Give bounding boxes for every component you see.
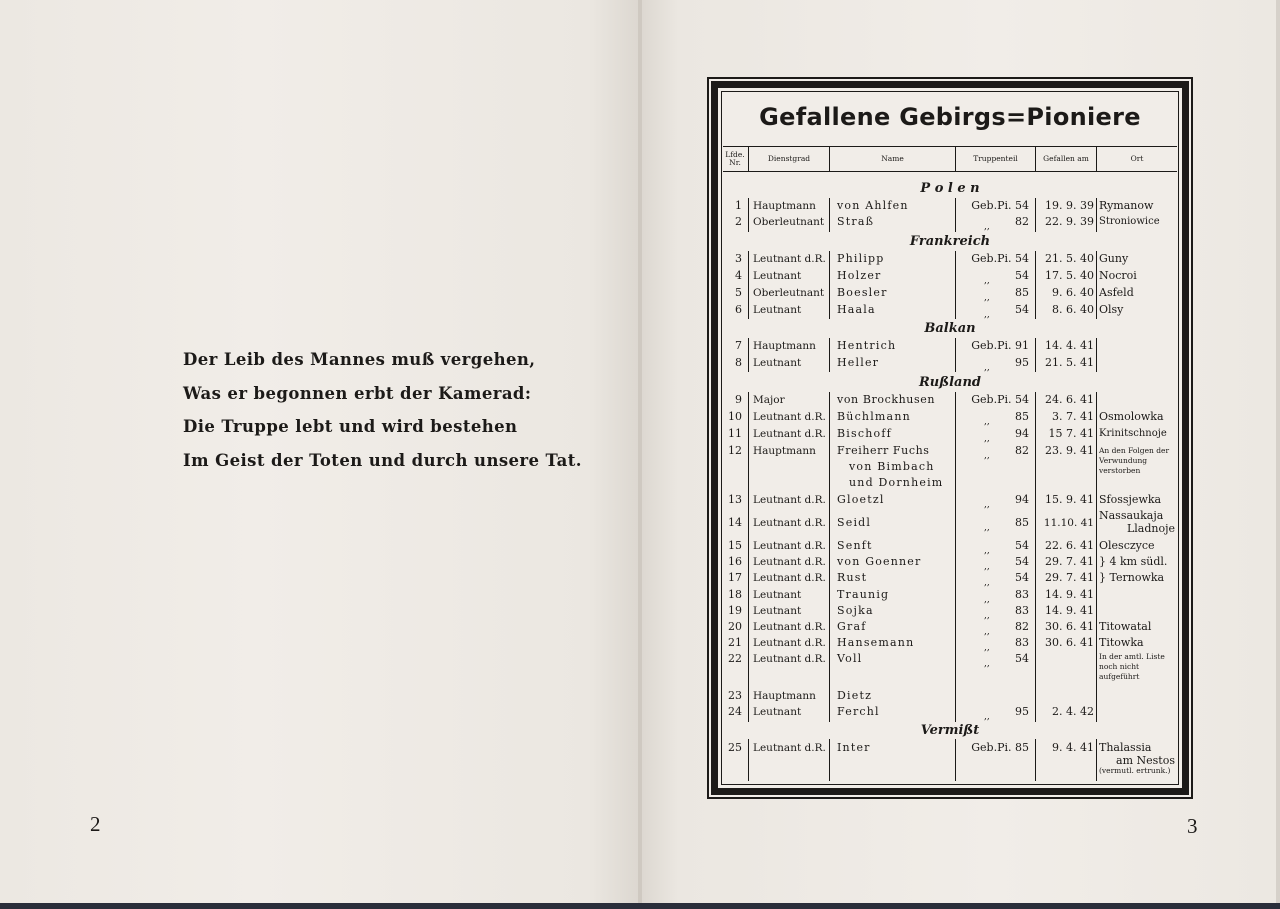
cell-place: Krinitschnoje [1099,428,1167,439]
cell-unit: 85 [1015,516,1029,529]
cell-date: 9. 4. 41 [1052,741,1094,754]
cell-unit: 54 [1015,269,1029,282]
column-divider [748,392,749,722]
cell-unit: 94 [1015,427,1029,440]
cell-unit: 83 [1015,636,1029,649]
cell-rank: Leutnant [753,357,802,369]
cell-name: Rust [837,571,868,584]
cell-rank: Leutnant d.R. [753,637,826,649]
header-nr: Lfde. Nr. [725,150,745,167]
column-divider [1035,739,1036,781]
cell-date: 17. 5. 40 [1045,269,1094,282]
cell-name: Inter [837,741,871,754]
cell-rank: Leutnant d.R. [753,540,826,552]
cell-place: Titowatal [1099,620,1152,633]
cell-name: Heller [837,356,880,369]
column-divider [1035,198,1036,232]
cell-date: 9. 6. 40 [1052,286,1094,299]
cell-name: Holzer [837,269,882,282]
cell-nr: 15 [728,539,742,552]
ditto-mark: ,, [984,451,990,461]
cell-place-note: (vermutl. ertrunk.) [1099,766,1171,775]
poem-line: Im Geist der Toten und durch unsere Tat. [183,450,582,470]
ditto-mark: ,, [984,523,990,533]
column-divider [829,392,830,722]
cell-place-note: In der amtl. Liste noch nicht aufgeführt [1099,652,1165,681]
column-divider [955,739,956,781]
cell-date: 21. 5. 40 [1045,252,1094,265]
cell-name: Traunig [837,588,890,601]
cell-date: 22. 9. 39 [1045,215,1094,228]
cell-name: Haala [837,303,876,316]
cell-rank: Leutnant d.R. [753,621,826,633]
cell-name: von Goenner [837,555,922,568]
ditto-mark: ,, [984,659,990,669]
cell-unit: Geb.Pi. 91 [971,339,1029,352]
cell-date: 11.10. 41 [1043,517,1094,529]
cell-name: Senft [837,539,873,552]
cell-nr: 22 [728,652,742,665]
column-divider [1035,147,1036,171]
cell-date: 22. 6. 41 [1045,539,1094,552]
cell-nr: 9 [735,393,742,406]
column-divider [1035,338,1036,372]
section-heading-vermisst: Vermißt [920,723,980,738]
cell-unit: 85 [1015,286,1029,299]
cell-place: Guny [1099,252,1129,265]
cell-rank: Major [753,394,785,406]
ditto-mark: ,, [984,627,990,637]
cell-nr: 10 [728,410,742,423]
cell-unit: 94 [1015,493,1029,506]
cell-date: 19. 9. 39 [1045,199,1094,212]
column-divider [955,198,956,232]
cell-date: 15 7. 41 [1048,427,1094,440]
cell-unit: Geb.Pi. 85 [971,741,1029,754]
cell-rank: Leutnant [753,605,802,617]
cell-unit: 54 [1015,652,1029,665]
cell-name: Freiherr Fuchs [837,444,930,457]
column-divider [748,739,749,781]
cell-rank: Oberleutnant [753,287,825,299]
cell-unit: Geb.Pi. 54 [971,199,1029,212]
table-title: Gefallene Gebirgs=Pioniere [759,103,1141,131]
section-heading-polen: P o l e n [920,181,980,196]
poem-line: Der Leib des Mannes muß vergehen, [183,350,536,369]
cell-place: Nocroi [1099,269,1137,282]
cell-nr: 1 [735,199,742,212]
cell-name: Graf [837,620,867,633]
cell-place: Thalassia [1099,741,1152,754]
cell-date: 15. 9. 41 [1045,493,1094,506]
cell-name: Sojka [837,604,874,617]
cell-name: Hansemann [837,636,915,649]
cell-nr: 12 [728,444,742,457]
ditto-mark: ,, [984,293,990,303]
cell-nr: 21 [728,636,742,649]
column-divider [748,147,749,171]
cell-name: Gloetzl [837,493,885,506]
cell-place: Nassaukaja [1099,509,1164,522]
ditto-mark: ,, [984,546,990,556]
cell-rank: Hauptmann [753,340,816,352]
ditto-mark: ,, [984,363,990,373]
cell-rank: Leutnant d.R. [753,411,826,423]
column-divider [829,198,830,232]
cell-nr: 24 [728,705,742,718]
cell-name: Boesler [837,286,888,299]
cell-unit: 83 [1015,604,1029,617]
cell-date: 21. 5. 41 [1045,356,1094,369]
page-edge [1276,0,1280,909]
cell-nr: 20 [728,620,742,633]
book-gutter [638,0,642,909]
cell-date: 8. 6. 40 [1052,303,1094,316]
cell-unit: Geb.Pi. 54 [971,252,1029,265]
cell-date: 30. 6. 41 [1045,636,1094,649]
cell-rank: Leutnant [753,589,802,601]
cell-nr: 7 [735,339,742,352]
cell-date: 24. 6. 41 [1045,393,1094,406]
cell-date: 3. 7. 41 [1052,410,1094,423]
header-unit: Truppenteil [973,154,1018,163]
cell-name-line2: von Bimbach [849,460,935,473]
section-heading-frankreich: Frankreich [909,234,991,249]
cell-unit: 82 [1015,620,1029,633]
cell-unit: 54 [1015,571,1029,584]
ditto-mark: ,, [984,643,990,653]
cell-place: Olesczyce [1099,539,1155,552]
title-divider [723,146,1177,147]
cell-place-line2: Lladnoje [1126,522,1175,535]
column-divider [1096,739,1097,781]
column-divider [1096,147,1097,171]
cell-place: Osmolowka [1099,410,1164,423]
column-divider [1096,251,1097,319]
cell-date: 14. 4. 41 [1045,339,1094,352]
ditto-mark: ,, [984,611,990,621]
cell-place: } Ternowka [1099,571,1165,584]
cell-name: Straß [837,215,875,228]
cell-date: 23. 9. 41 [1045,444,1094,457]
cell-date: 29. 7. 41 [1045,555,1094,568]
cell-date: 30. 6. 41 [1045,620,1094,633]
cell-rank: Leutnant [753,706,802,718]
cell-name-line3: und Dornheim [849,476,944,489]
cell-place: Sfossjewka [1099,493,1162,506]
cell-nr: 14 [728,516,742,529]
cell-place: Titowka [1099,636,1144,649]
poem-line: Was er begonnen erbt der Kamerad: [183,383,532,403]
cell-rank: Leutnant d.R. [753,653,826,665]
cell-date: 29. 7. 41 [1045,571,1094,584]
ditto-mark: ,, [984,578,990,588]
ditto-mark: ,, [984,310,990,320]
poem-line: Die Truppe lebt und wird bestehen [183,417,518,436]
cell-name: Dietz [837,689,873,702]
cell-place: } 4 km südl. [1099,555,1168,568]
column-divider [955,147,956,171]
ditto-mark: ,, [984,417,990,427]
table-surface [0,903,1280,909]
cell-unit: 54 [1015,539,1029,552]
cell-date: 14. 9. 41 [1045,588,1094,601]
cell-unit: 82 [1015,215,1029,228]
poem [183,343,603,477]
ditto-mark: ,, [984,276,990,286]
page-number-left: 2 [90,812,101,836]
cell-name: Ferchl [837,705,880,718]
cell-nr: 16 [728,555,742,568]
cell-unit: 83 [1015,588,1029,601]
cell-rank: Hauptmann [753,200,816,212]
header-place: Ort [1130,154,1144,163]
column-divider [955,251,956,319]
column-divider [1035,251,1036,319]
cell-name: Voll [837,652,863,665]
cell-name: Büchlmann [837,410,911,423]
cell-date: 14. 9. 41 [1045,604,1094,617]
cell-unit: 95 [1015,356,1029,369]
section-heading-russland: Rußland [918,375,982,390]
cell-place: Stroniowice [1099,216,1160,227]
column-divider [829,147,830,171]
cell-place: Asfeld [1099,286,1134,299]
cell-rank: Hauptmann [753,690,816,702]
ditto-mark: ,, [984,222,990,232]
column-divider [1096,198,1097,232]
cell-unit: 95 [1015,705,1029,718]
ditto-mark: ,, [984,500,990,510]
header-name: Name [881,154,904,163]
column-divider [748,251,749,319]
cell-name: Seidl [837,516,872,529]
cell-name: Philipp [837,252,885,265]
column-divider [748,198,749,232]
cell-rank: Hauptmann [753,445,816,457]
ditto-mark: ,, [984,434,990,444]
cell-date: 2. 4. 42 [1052,705,1094,718]
cell-nr: 19 [728,604,742,617]
cell-unit: 82 [1015,444,1029,457]
cell-nr: 8 [735,356,742,369]
section-heading-balkan: Balkan [924,321,976,336]
column-divider [1035,392,1036,722]
column-divider [955,338,956,372]
cell-nr: 6 [735,303,742,316]
cell-rank: Leutnant d.R. [753,742,826,754]
cell-rank: Leutnant [753,304,802,316]
cell-rank: Leutnant [753,270,802,282]
cell-name: Hentrich [837,339,897,352]
column-divider [829,739,830,781]
ditto-mark: ,, [984,562,990,572]
cell-nr: 25 [728,741,742,754]
cell-nr: 11 [728,427,742,440]
column-divider [829,338,830,372]
cell-unit: 85 [1015,410,1029,423]
cell-rank: Leutnant d.R. [753,428,826,440]
header-rank: Dienstgrad [767,154,811,163]
cell-rank: Leutnant d.R. [753,517,826,529]
column-divider [1096,338,1097,372]
header-divider [723,171,1177,172]
column-divider [1096,392,1097,722]
column-divider [955,392,956,722]
column-divider [829,251,830,319]
ditto-mark: ,, [984,712,990,722]
header-date: Gefallen am [1043,154,1089,163]
cell-rank: Leutnant d.R. [753,572,826,584]
cell-name: von Ahlfen [837,199,909,212]
cell-place: Rymanow [1099,199,1154,212]
cell-rank: Leutnant d.R. [753,253,826,265]
cell-nr: 3 [735,252,742,265]
cell-nr: 23 [728,689,742,702]
cell-place-line2: am Nestos [1116,754,1175,767]
cell-place: Olsy [1099,303,1124,316]
page-number-right: 3 [1187,814,1198,838]
column-divider [748,338,749,372]
cell-rank: Leutnant d.R. [753,556,826,568]
cell-nr: 13 [728,493,742,506]
cell-name: von Brockhusen [837,393,936,406]
cell-name: Bischoff [837,427,892,440]
cell-place-note: An den Folgen der Verwundung verstorben [1099,446,1170,475]
cell-rank: Leutnant d.R. [753,494,826,506]
cell-nr: 5 [735,286,742,299]
cell-nr: 2 [735,215,742,228]
cell-unit: 54 [1015,303,1029,316]
cell-unit: Geb.Pi. 54 [971,393,1029,406]
cell-unit: 54 [1015,555,1029,568]
cell-nr: 17 [728,571,742,584]
ditto-mark: ,, [984,595,990,605]
cell-nr: 18 [728,588,742,601]
cell-rank: Oberleutnant [753,216,825,228]
cell-nr: 4 [735,269,742,282]
